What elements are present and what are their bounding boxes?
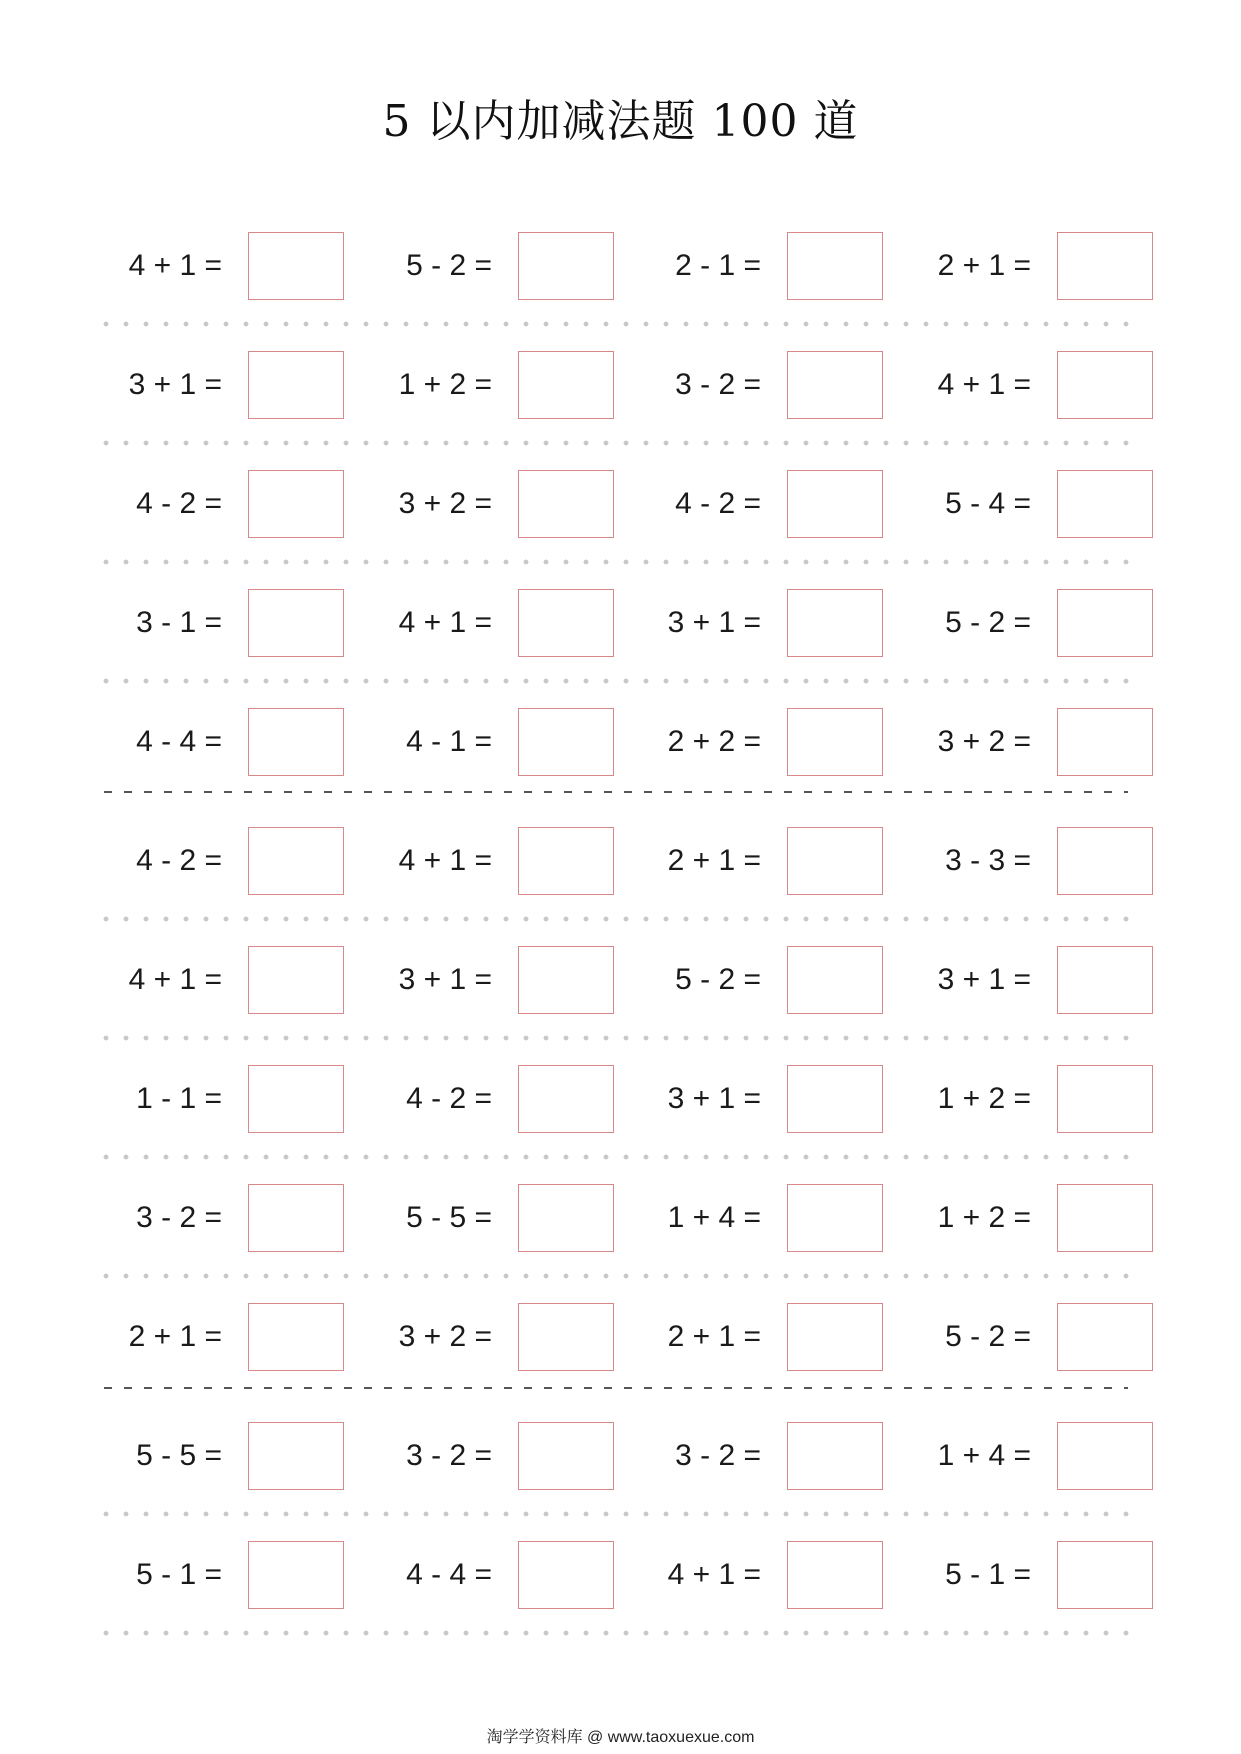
answer-box[interactable]	[248, 1184, 344, 1252]
problem-expression: 3 - 2 =	[675, 1439, 761, 1472]
answer-box[interactable]	[518, 232, 614, 300]
problem-expression: 1 + 2 =	[937, 1201, 1031, 1234]
answer-box[interactable]	[1057, 827, 1153, 895]
problem-expression: 5 - 1 =	[945, 1558, 1031, 1591]
answer-box[interactable]	[518, 1422, 614, 1490]
answer-box[interactable]	[248, 1422, 344, 1490]
arithmetic-problem	[100, 1541, 340, 1611]
problem-expression: 3 + 2 =	[937, 725, 1031, 758]
problem-expression: 4 - 1 =	[406, 725, 492, 758]
problem-expression: 5 - 2 =	[945, 606, 1031, 639]
answer-box[interactable]	[518, 827, 614, 895]
answer-box[interactable]	[787, 946, 883, 1014]
problem-expression: 3 - 3 =	[945, 844, 1031, 877]
answer-box[interactable]	[518, 1184, 614, 1252]
answer-box[interactable]	[1057, 351, 1153, 419]
answer-box[interactable]	[1057, 708, 1153, 776]
problem-expression: 4 - 2 =	[675, 487, 761, 520]
answer-box[interactable]	[518, 1303, 614, 1371]
problem-expression: 4 + 1 =	[128, 963, 222, 996]
problem-expression: 5 - 2 =	[945, 1320, 1031, 1353]
answer-box[interactable]	[248, 1303, 344, 1371]
answer-box[interactable]	[1057, 1065, 1153, 1133]
problem-expression: 3 - 2 =	[136, 1201, 222, 1234]
arithmetic-problem	[909, 232, 1149, 302]
arithmetic-problem	[909, 1184, 1149, 1254]
arithmetic-problem	[639, 946, 879, 1016]
problem-expression: 3 + 2 =	[398, 1320, 492, 1353]
arithmetic-problem	[909, 827, 1149, 897]
answer-box[interactable]	[1057, 1184, 1153, 1252]
answer-box[interactable]	[248, 946, 344, 1014]
answer-box[interactable]	[1057, 589, 1153, 657]
answer-box[interactable]	[248, 589, 344, 657]
arithmetic-problem	[639, 351, 879, 421]
arithmetic-problem	[909, 589, 1149, 659]
answer-box[interactable]	[787, 708, 883, 776]
dotted-separator	[96, 558, 1136, 566]
answer-box[interactable]	[248, 827, 344, 895]
answer-box[interactable]	[248, 1065, 344, 1133]
problem-row	[0, 946, 1241, 1016]
problem-expression: 3 - 2 =	[406, 1439, 492, 1472]
problem-expression: 1 - 1 =	[136, 1082, 222, 1115]
arithmetic-problem	[370, 1184, 610, 1254]
problem-row	[0, 351, 1241, 421]
answer-box[interactable]	[518, 351, 614, 419]
problem-row	[0, 589, 1241, 659]
answer-box[interactable]	[518, 1065, 614, 1133]
problem-expression: 4 + 1 =	[667, 1558, 761, 1591]
answer-box[interactable]	[787, 1541, 883, 1609]
arithmetic-problem	[639, 1422, 879, 1492]
problem-expression: 4 + 1 =	[128, 249, 222, 282]
problem-row	[0, 1065, 1241, 1135]
problem-expression: 3 + 2 =	[398, 487, 492, 520]
answer-box[interactable]	[1057, 232, 1153, 300]
problem-expression: 3 - 2 =	[675, 368, 761, 401]
answer-box[interactable]	[787, 470, 883, 538]
dotted-separator	[96, 320, 1136, 328]
problem-expression: 5 - 5 =	[406, 1201, 492, 1234]
arithmetic-problem	[639, 1184, 879, 1254]
answer-box[interactable]	[518, 589, 614, 657]
answer-box[interactable]	[518, 470, 614, 538]
arithmetic-problem	[370, 1303, 610, 1373]
arithmetic-problem	[370, 1541, 610, 1611]
answer-box[interactable]	[1057, 946, 1153, 1014]
problem-row	[0, 1422, 1241, 1492]
answer-box[interactable]	[787, 351, 883, 419]
problem-row	[0, 232, 1241, 302]
problem-expression: 1 + 2 =	[398, 368, 492, 401]
arithmetic-problem	[100, 827, 340, 897]
dotted-separator	[96, 1510, 1136, 1518]
arithmetic-problem	[100, 351, 340, 421]
answer-box[interactable]	[518, 708, 614, 776]
problem-expression: 1 + 4 =	[937, 1439, 1031, 1472]
arithmetic-problem	[370, 946, 610, 1016]
problem-expression: 2 + 1 =	[667, 844, 761, 877]
problem-expression: 2 + 1 =	[937, 249, 1031, 282]
arithmetic-problem	[370, 1065, 610, 1135]
problem-expression: 1 + 4 =	[667, 1201, 761, 1234]
problem-expression: 2 - 1 =	[675, 249, 761, 282]
arithmetic-problem	[639, 470, 879, 540]
arithmetic-problem	[100, 946, 340, 1016]
arithmetic-problem	[370, 470, 610, 540]
arithmetic-problem	[909, 1065, 1149, 1135]
problem-expression: 4 + 1 =	[398, 606, 492, 639]
problem-expression: 3 + 1 =	[398, 963, 492, 996]
problem-expression: 3 + 1 =	[128, 368, 222, 401]
answer-box[interactable]	[1057, 1422, 1153, 1490]
answer-box[interactable]	[248, 232, 344, 300]
answer-box[interactable]	[787, 589, 883, 657]
arithmetic-problem	[909, 946, 1149, 1016]
problem-expression: 5 - 5 =	[136, 1439, 222, 1472]
arithmetic-problem	[639, 1541, 879, 1611]
problem-row	[0, 1541, 1241, 1611]
problem-expression: 4 - 2 =	[136, 487, 222, 520]
answer-box[interactable]	[248, 708, 344, 776]
problem-row	[0, 827, 1241, 897]
problem-expression: 4 - 2 =	[406, 1082, 492, 1115]
problem-row	[0, 1184, 1241, 1254]
dotted-separator	[96, 1034, 1136, 1042]
arithmetic-problem	[909, 1422, 1149, 1492]
dashed-separator	[104, 791, 1128, 793]
problem-expression: 3 - 1 =	[136, 606, 222, 639]
dotted-separator	[96, 1629, 1136, 1637]
arithmetic-problem	[639, 827, 879, 897]
dotted-separator	[96, 1153, 1136, 1161]
dotted-separator	[96, 915, 1136, 923]
arithmetic-problem	[370, 351, 610, 421]
dotted-separator	[96, 677, 1136, 685]
arithmetic-problem	[370, 708, 610, 778]
answer-box[interactable]	[787, 1065, 883, 1133]
arithmetic-problem	[370, 1422, 610, 1492]
answer-box[interactable]	[1057, 470, 1153, 538]
answer-box[interactable]	[248, 470, 344, 538]
answer-box[interactable]	[248, 1541, 344, 1609]
answer-box[interactable]	[518, 946, 614, 1014]
answer-box[interactable]	[787, 232, 883, 300]
problem-expression: 5 - 1 =	[136, 1558, 222, 1591]
problem-expression: 1 + 2 =	[937, 1082, 1031, 1115]
dotted-separator	[96, 1272, 1136, 1280]
arithmetic-problem	[639, 232, 879, 302]
arithmetic-problem	[370, 589, 610, 659]
arithmetic-problem	[100, 708, 340, 778]
problem-expression: 2 + 2 =	[667, 725, 761, 758]
problem-expression: 2 + 1 =	[667, 1320, 761, 1353]
answer-box[interactable]	[1057, 1303, 1153, 1371]
problem-row	[0, 470, 1241, 540]
page-title: 5 以内加减法题 100 道	[382, 96, 859, 147]
problem-expression: 5 - 2 =	[406, 249, 492, 282]
footer-credit: 淘学学资料库 @ www.taoxuexue.com	[486, 1729, 755, 1746]
problem-expression: 4 - 4 =	[406, 1558, 492, 1591]
answer-box[interactable]	[787, 1303, 883, 1371]
arithmetic-problem	[100, 1422, 340, 1492]
dashed-separator	[104, 1387, 1128, 1389]
problem-expression: 4 + 1 =	[937, 368, 1031, 401]
problem-expression: 4 - 4 =	[136, 725, 222, 758]
arithmetic-problem	[100, 1303, 340, 1373]
problem-expression: 4 - 2 =	[136, 844, 222, 877]
arithmetic-problem	[909, 351, 1149, 421]
arithmetic-problem	[100, 1184, 340, 1254]
arithmetic-problem	[100, 232, 340, 302]
arithmetic-problem	[909, 1303, 1149, 1373]
answer-box[interactable]	[787, 1422, 883, 1490]
arithmetic-problem	[370, 827, 610, 897]
arithmetic-problem	[909, 708, 1149, 778]
arithmetic-problem	[639, 1303, 879, 1373]
arithmetic-problem	[909, 1541, 1149, 1611]
answer-box[interactable]	[518, 1541, 614, 1609]
problem-expression: 5 - 2 =	[675, 963, 761, 996]
arithmetic-problem	[100, 589, 340, 659]
problem-row	[0, 1303, 1241, 1373]
problem-row	[0, 708, 1241, 778]
answer-box[interactable]	[787, 1184, 883, 1252]
answer-box[interactable]	[248, 351, 344, 419]
problem-expression: 3 + 1 =	[937, 963, 1031, 996]
arithmetic-problem	[370, 232, 610, 302]
problem-expression: 4 + 1 =	[398, 844, 492, 877]
problem-expression: 3 + 1 =	[667, 606, 761, 639]
problem-expression: 5 - 4 =	[945, 487, 1031, 520]
dotted-separator	[96, 439, 1136, 447]
arithmetic-problem	[639, 589, 879, 659]
answer-box[interactable]	[787, 827, 883, 895]
arithmetic-problem	[909, 470, 1149, 540]
arithmetic-problem	[100, 1065, 340, 1135]
arithmetic-problem	[639, 708, 879, 778]
arithmetic-problem	[639, 1065, 879, 1135]
arithmetic-problem	[100, 470, 340, 540]
problem-expression: 3 + 1 =	[667, 1082, 761, 1115]
answer-box[interactable]	[1057, 1541, 1153, 1609]
problem-expression: 2 + 1 =	[128, 1320, 222, 1353]
